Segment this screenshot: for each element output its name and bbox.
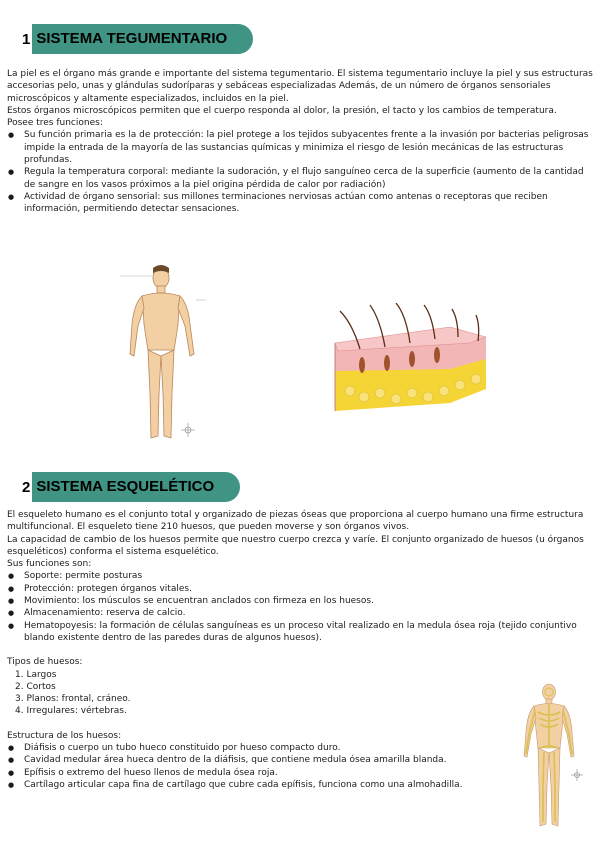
list-item: ● Almacenamiento: reserva de calcio. [7,607,593,619]
paragraph: Sus funciones son: [7,559,92,570]
list-item: 1. Largos [15,669,57,680]
section-1-header [22,24,253,54]
list-item: 4. Irregulares: vértebras. [15,706,127,717]
skin-functions-list [7,129,593,215]
paragraph: La capacidad de cambio de los huesos permite que nuestro cuerpo crezca y varíe. El conjunto organizado de huesos (u órganos esqueléticos) conforma el sistema esquelético. [7,534,584,557]
list-item: 2. Cortos [15,681,56,692]
list-item: ● Soporte: permite posturas [7,570,593,582]
section-1-title: SISTEMA TEGUMENTARIO [32,24,253,54]
list-item: ● Diáfisis o cuerpo un tubo hueco constituido por hueso compacto duro. [7,742,593,754]
paragraph: Estos órganos microscópicos permiten que el cuerpo responda al dolor, la presión, el tacto y los cambios de temperatura. [7,105,557,116]
section-2-number: 2 [22,478,31,496]
list-item: ● Cartílago articular capa fina de cartílago que cubre cada epífisis, funciona como una almohadilla. [7,779,593,791]
section-2-title: SISTEMA ESQUELÉTICO [32,472,240,502]
section-1-number: 1 [22,30,31,48]
list-item: ● Regula la temperatura corporal: mediante la sudoración, y el flujo sanguíneo cerca de la superficie (aumento de la cantidad de sangre en los vasos próximos a la piel origina pérdida de calor por radiación) [7,166,593,191]
bone-types-heading: Tipos de huesos: [7,657,83,668]
list-item: ● Hematopoyesis: la formación de células sanguíneas es un proceso vital realizado en la medula ósea roja (tejido conjuntivo blando existente dentro de las paredes duras de algunos huesos). [7,620,593,645]
paragraph: Posee tres funciones: [7,118,103,129]
human-body-figure [118,264,208,444]
list-item: ● Protección: protegen órganos vitales. [7,583,593,595]
crosshair-icon [181,422,195,436]
skeleton-figure [518,682,580,832]
skeleton-functions-list [7,570,593,644]
bone-structure-list [7,742,593,791]
section-1-body [7,68,593,216]
list-item: ● Cavidad medular área hueca dentro de la diáfisis, que contiene medula ósea amarilla blanda. [7,754,593,766]
list-item: ● Su función primaria es la de protección: la piel protege a los tejidos subyacentes frente a la invasión por bacterias peligrosas impide la entrada de la mayoría de las sustancias químicas y minimiza el riesgo de lesión mecánicas de las estructuras profundas. [7,129,593,166]
paragraph: La piel es el órgano más grande e importante del sistema tegumentario. El sistema tegumentario incluye la piel y sus estructuras accesorias pelo, unas y glándulas sudoríparas y sebáceas especializadas Además, de un número de órganos sensoriales microscópicos y altamente especializados, incluidos en la piel. [7,69,593,104]
bone-types-list [7,669,593,718]
section-2-header [22,472,240,502]
list-item: ● Actividad de órgano sensorial: sus millones terminaciones nerviosas actúan como antenas o receptoras que reciben información, permitiendo detectar sensaciones. [7,191,593,216]
crosshair-icon [571,766,583,778]
section-2-body [7,509,593,791]
list-item: ● Movimiento: los músculos se encuentran anclados con firmeza en los huesos. [7,595,593,607]
paragraph: El esqueleto humano es el conjunto total y organizado de piezas óseas que proporciona al cuerpo humano una firme estructura multifuncional. El esqueleto tiene 210 huesos, que pueden moverse y son órganos vivos. [7,510,584,533]
list-item: 3. Planos: frontal, cráneo. [15,694,131,705]
bone-structure-heading: Estructura de los huesos: [7,730,122,741]
skin-cross-section-figure [330,303,490,415]
list-item: ● Epífisis o extremo del hueso llenos de medula ósea roja. [7,767,593,779]
